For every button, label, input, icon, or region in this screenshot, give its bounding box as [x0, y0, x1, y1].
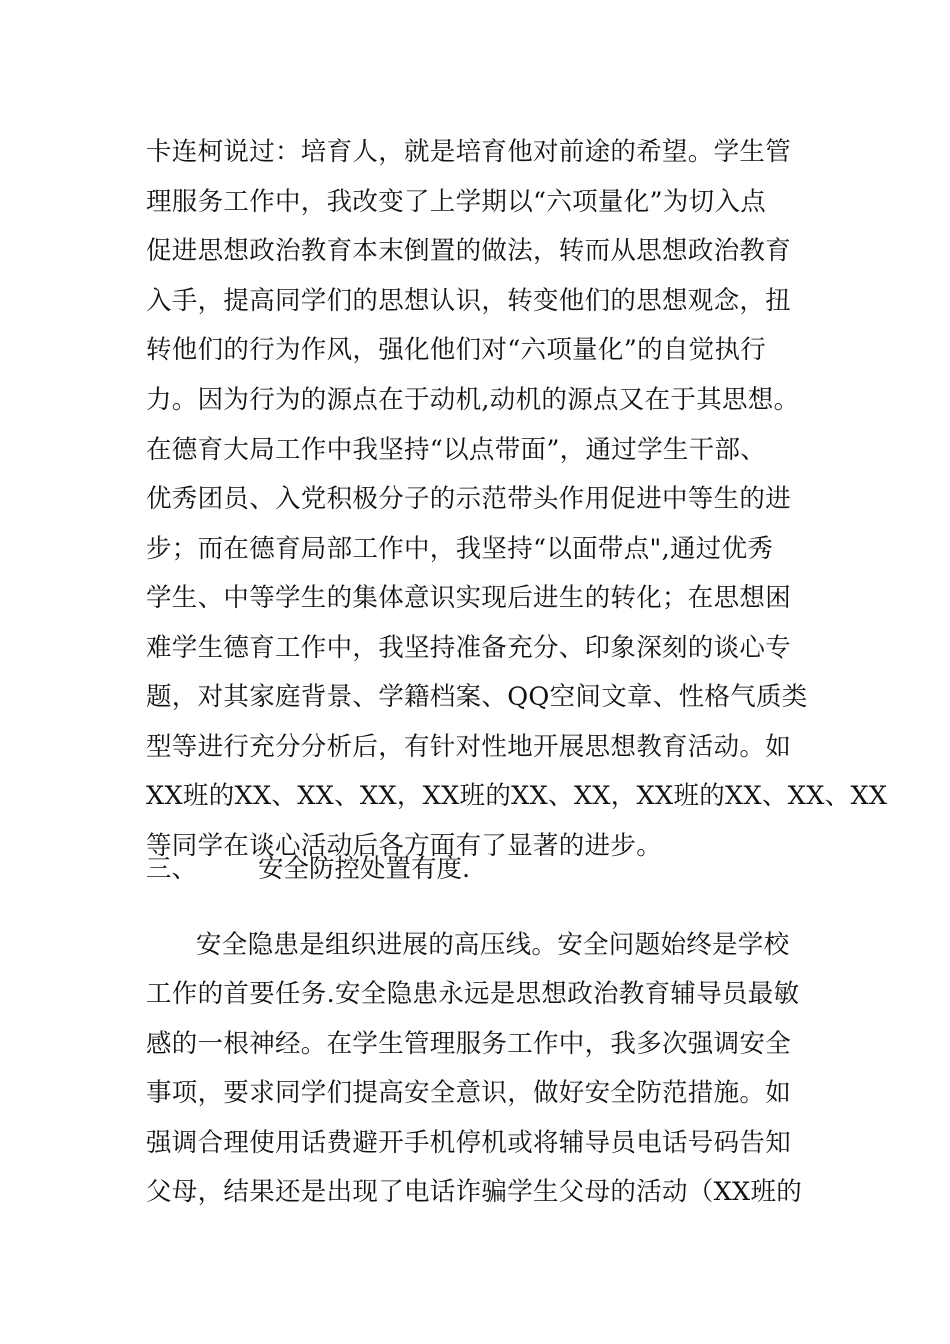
paragraph-line: 力。因为行为的源点在于动机,动机的源点又在于其思想。	[146, 385, 800, 415]
paragraph-line: 卡连柯说过：培育人，就是培育他对前途的希望。学生管	[146, 137, 792, 167]
paragraph-line: 事项，要求同学们提高安全意识，做好安全防范措施。如	[146, 1078, 792, 1108]
paragraph-line: 安全隐患是组织进展的高压线。安全问题始终是学校	[196, 930, 790, 960]
paragraph-line: 促进思想政治教育本末倒置的做法，转而从思想政治教育	[146, 236, 792, 266]
paragraph-line: 感的一根神经。在学生管理服务工作中，我多次强调安全	[146, 1029, 792, 1059]
section-heading: 安全防控处置有度.	[258, 854, 471, 884]
paragraph-line: XX班的XX、XX、XX，XX班的XX、XX，XX班的XX、XX、XX	[146, 781, 888, 811]
paragraph-line: 优秀团员、入党积极分子的示范带头作用促进中等生的进	[146, 484, 792, 514]
paragraph-line: 强调合理使用话费避开手机停机或将辅导员电话号码告知	[146, 1128, 792, 1158]
paragraph-line: 题，对其家庭背景、学籍档案、QQ空间文章、性格气质类	[146, 682, 808, 712]
paragraph-line: 在德育大局工作中我坚持“以点带面”，通过学生干部、	[146, 435, 767, 465]
paragraph-line: 等同学在谈心活动后各方面有了显著的进步。	[146, 831, 663, 861]
paragraph-line: 父母，结果还是出现了电话诈骗学生父母的活动（XX班的	[146, 1177, 803, 1207]
paragraph-line: 理服务工作中，我改变了上学期以“六项量化”为切入点	[146, 187, 767, 217]
paragraph-line: 步；而在德育局部工作中，我坚持“以面带点",通过优秀	[146, 534, 774, 564]
paragraph-line: 入手，提高同学们的思想认识，转变他们的思想观念，扭	[146, 286, 792, 316]
paragraph-line: 难学生德育工作中，我坚持准备充分、印象深刻的谈心专	[146, 633, 792, 663]
paragraph-line: 型等进行充分分析后，有针对性地开展思想教育活动。如	[146, 732, 792, 762]
paragraph-line: 工作的首要任务.安全隐患永远是思想政治教育辅导员最敏	[146, 979, 800, 1009]
section-number: 三、	[146, 854, 198, 884]
paragraph-line: 学生、中等学生的集体意识实现后进生的转化；在思想困	[146, 583, 792, 613]
paragraph-line: 转他们的行为作风，强化他们对“六项量化”的自觉执行	[146, 335, 767, 365]
